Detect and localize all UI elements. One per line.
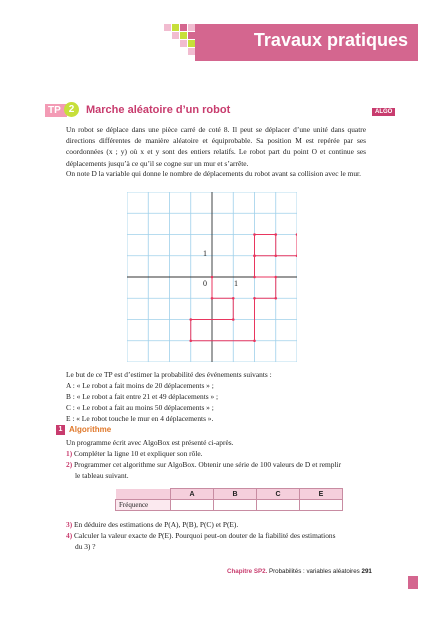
table-corner (116, 489, 171, 500)
table-cell[interactable] (214, 500, 257, 511)
tp-number: 2 (64, 102, 79, 117)
path-point (211, 297, 214, 300)
path-point (296, 233, 297, 236)
path-point (232, 297, 235, 300)
page-title: Travaux pratiques (253, 30, 408, 50)
origin-label: 0 (203, 279, 207, 288)
event-c: C : « Le robot a fait au moins 50 déplacements » ; (66, 403, 214, 412)
frequency-table (115, 488, 343, 511)
table-header-c: C (257, 489, 300, 500)
question-4: 4) Calculer la valeur exacte de P(E). Pourquoi peut-on douter de la fiabilité des estimations (66, 531, 336, 540)
section-title: Algorithme (69, 425, 112, 434)
header-decor-square (180, 32, 187, 39)
table-cell[interactable] (257, 500, 300, 511)
header-decor-square (188, 40, 195, 47)
tp-label: TP (48, 105, 61, 116)
table-row-label: Fréquence (116, 500, 171, 511)
path-point (274, 276, 277, 279)
intro-paragraph: Un robot se déplace dans une pièce carré de coté 8. Il peut se déplacer d’une unité dans quatre directions différentes de manière aléatoire et équiprobable. Sa position M est repérée par ses coordonnées (x ; y) où x et y sont des entiers relatifs. Le robot part du point O et continue ses déplacements jusqu’à ce qu’il se cogne sur un mur et s’arrête. (66, 125, 366, 168)
table-header-e: E (300, 489, 343, 500)
header-banner (195, 24, 418, 61)
path-point (253, 254, 256, 257)
path-point (253, 276, 256, 279)
header-decor-square (172, 32, 179, 39)
variable-paragraph: On note D la variable qui donne le nombre de déplacements du robot avant sa collision avec le mur. (66, 169, 361, 178)
question-1: 1) Compléter la ligne 10 et expliquer son rôle. (66, 449, 203, 458)
x-unit-label: 1 (234, 279, 238, 288)
events-intro: Le but de ce TP est d’estimer la probabilité des événements suivants : (66, 370, 272, 379)
algo-badge: ALGO (372, 108, 395, 116)
header-decor-square (188, 24, 195, 31)
footer-subject: Probabilités : variables aléatoires (268, 568, 360, 575)
path-point (189, 318, 192, 321)
header-decor-square (180, 24, 187, 31)
event-a: A : « Le robot a fait moins de 20 déplacements » ; (66, 381, 214, 390)
header-decor-square (188, 32, 195, 39)
footer-tab (408, 576, 418, 589)
table-cell[interactable] (300, 500, 343, 511)
header-decor-square (180, 40, 187, 47)
path-point (274, 297, 277, 300)
path-point (189, 339, 192, 342)
header-decor-square (172, 24, 179, 31)
path-point (232, 318, 235, 321)
path-point (296, 254, 297, 257)
tp-title: Marche aléatoire d’un robot (86, 104, 231, 116)
page-number: 291 (361, 568, 372, 575)
event-e: E : « Le robot touche le mur en 4 déplacements ». (66, 414, 214, 423)
table-header-b: B (214, 489, 257, 500)
path-point (253, 233, 256, 236)
path-point (211, 276, 214, 279)
footer-chapter: Chapitre SP2. (227, 568, 268, 575)
section-number: 1 (56, 425, 65, 435)
path-point (274, 254, 277, 257)
question-3: 3) En déduire des estimations de P(A), P(B), P(C) et P(E). (66, 520, 239, 529)
header-decor-square (164, 24, 171, 31)
y-unit-label: 1 (203, 249, 207, 258)
header-decor-square (188, 48, 195, 55)
section-intro: Un programme écrit avec AlgoBox est présenté ci-après. (66, 438, 234, 447)
path-point (253, 297, 256, 300)
page-footer (227, 568, 372, 575)
question-2-cont: le tableau suivant. (75, 471, 129, 480)
question-4-cont: du 3) ? (75, 542, 96, 551)
table-header-a: A (171, 489, 214, 500)
table-cell[interactable] (171, 500, 214, 511)
question-2: 2) Programmer cet algorithme sur AlgoBox. Obtenir une série de 100 valeurs de D et remplir (66, 460, 342, 469)
event-b: B : « Le robot a fait entre 21 et 49 déplacements » ; (66, 392, 219, 401)
path-point (274, 233, 277, 236)
robot-grid (127, 192, 297, 362)
path-point (253, 339, 256, 342)
